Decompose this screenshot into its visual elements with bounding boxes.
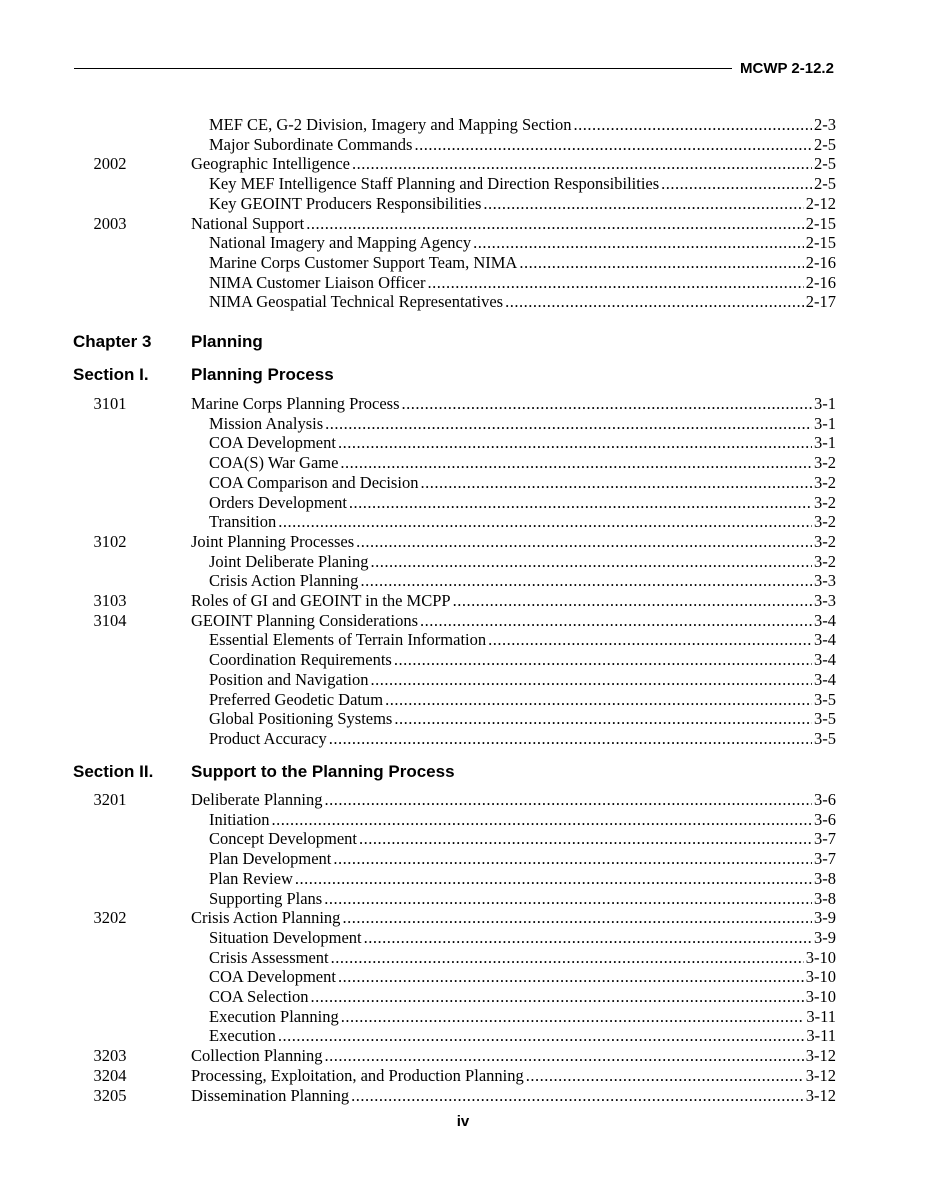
dot-leader — [414, 135, 812, 155]
dot-leader — [526, 1066, 804, 1086]
toc-entry-title: Coordination Requirements — [209, 650, 392, 670]
toc-entry-page: 2-5 — [814, 154, 836, 174]
toc-entry — [0, 273, 926, 293]
toc-entry-page: 3-8 — [814, 868, 836, 888]
toc-entry — [0, 670, 926, 690]
dot-leader — [371, 670, 813, 690]
toc-entry-page: 3-12 — [805, 1085, 836, 1105]
toc-entry — [0, 889, 926, 909]
toc-entry — [0, 194, 926, 214]
toc-entry-page: 3-2 — [814, 551, 836, 571]
toc-entry-page: 3-10 — [805, 947, 836, 967]
dot-leader — [360, 571, 812, 591]
toc-entry-page: 3-1 — [814, 394, 836, 413]
toc-entry-page: 3-6 — [814, 809, 836, 829]
toc-entry-title: Joint Deliberate Planing — [209, 551, 369, 571]
dot-leader — [359, 829, 812, 849]
toc-entry-title: Crisis Action Planning — [191, 908, 341, 928]
header-rule — [74, 68, 732, 69]
toc-entry — [0, 829, 926, 849]
toc-entry-title: COA Selection — [209, 987, 309, 1006]
toc-entry-page: 3-6 — [814, 790, 836, 809]
toc-entry-page: 3-7 — [814, 849, 836, 869]
toc-entry-page: 2-17 — [805, 292, 836, 312]
toc-entry-number: 3201 — [93, 790, 127, 809]
toc-entry — [0, 115, 926, 135]
toc-entry — [0, 135, 926, 155]
toc-entry-number: 3202 — [93, 908, 127, 928]
toc-entry-title: Key GEOINT Producers Responsibilities — [209, 193, 482, 213]
toc-entry-title: Dissemination Planning — [191, 1085, 350, 1105]
toc-entry-page: 2-16 — [805, 252, 836, 272]
toc-entry — [0, 967, 926, 987]
toc-entry-page: 3-5 — [814, 689, 836, 709]
toc-entry — [0, 987, 926, 1007]
dot-leader — [453, 591, 812, 611]
dot-leader — [352, 154, 812, 174]
dot-leader — [278, 512, 812, 532]
toc-entry — [0, 214, 926, 234]
toc-entry — [0, 611, 926, 631]
toc-entry-title: Deliberate Planning — [191, 790, 323, 809]
toc-entry-page: 3-10 — [805, 967, 836, 987]
toc-entry-number: 3204 — [93, 1065, 127, 1085]
toc-entry-title: Essential Elements of Terrain Information — [209, 630, 487, 650]
toc-entry-title: Position and Navigation — [209, 669, 369, 689]
dot-leader — [329, 729, 812, 749]
dot-leader — [341, 1007, 805, 1027]
toc-entry-title: Mission Analysis — [209, 413, 324, 433]
toc-entry-title: Global Positioning Systems — [209, 709, 393, 729]
toc-entry — [0, 174, 926, 194]
dot-leader — [505, 292, 804, 312]
dot-leader — [272, 810, 813, 830]
dot-leader — [338, 433, 812, 453]
toc-entry-title: Product Accuracy — [209, 728, 327, 748]
dot-leader — [333, 849, 812, 869]
toc-entry-page: 2-5 — [814, 134, 836, 154]
toc-entry-page: 2-15 — [805, 213, 836, 233]
page-number: iv — [456, 1113, 470, 1130]
toc-entry-page: 3-8 — [814, 888, 836, 908]
toc-entry-title: Crisis Assessment — [209, 947, 329, 967]
toc-entry — [0, 453, 926, 473]
toc-entry-title: Collection Planning — [191, 1046, 323, 1066]
toc-entry-page: 3-4 — [814, 669, 836, 689]
toc-entry-number: 3101 — [93, 394, 127, 413]
toc-entry-number: 3104 — [93, 610, 127, 630]
toc-entry — [0, 1007, 926, 1027]
toc-entry-page: 3-2 — [814, 492, 836, 512]
toc-entry — [0, 928, 926, 948]
toc-entry-title: Execution — [209, 1026, 276, 1046]
dot-leader — [402, 394, 812, 414]
dot-leader — [519, 253, 803, 273]
toc-entry-page: 3-10 — [805, 987, 836, 1006]
dot-leader — [394, 709, 812, 729]
toc-entry-page: 3-1 — [814, 433, 836, 453]
dot-leader — [356, 532, 812, 552]
toc-entry-title: NIMA Customer Liaison Officer — [209, 272, 426, 292]
toc-entry-page: 3-7 — [814, 829, 836, 849]
dot-leader — [420, 611, 812, 631]
dot-leader — [325, 414, 812, 434]
dot-leader — [483, 194, 803, 214]
toc-entry-title: Marine Corps Planning Process — [191, 394, 400, 413]
toc-entry-title: Transition — [209, 512, 277, 532]
toc-entry-title: Major Subordinate Commands — [209, 134, 413, 154]
toc-entry-number: 3102 — [93, 531, 127, 551]
toc-entry-title: Marine Corps Customer Support Team, NIMA — [209, 252, 518, 272]
toc-entry — [0, 1026, 926, 1046]
toc-entry-page: 3-5 — [814, 709, 836, 729]
toc-entry-title: Geographic Intelligence — [191, 154, 350, 174]
dot-leader — [574, 115, 812, 135]
section-label: Section II. — [73, 762, 154, 781]
dot-leader — [331, 948, 804, 968]
toc-entry-title: NIMA Geospatial Technical Representatives — [209, 292, 504, 312]
dot-leader — [324, 889, 812, 909]
toc-entry — [0, 1086, 926, 1106]
toc-entry — [0, 948, 926, 968]
section-title: Support to the Planning Process — [191, 762, 455, 781]
dot-leader — [349, 493, 812, 513]
dot-leader — [661, 174, 812, 194]
dot-leader — [420, 473, 812, 493]
toc-entry-number: 3103 — [93, 591, 127, 610]
toc-entry-title: Key MEF Intelligence Staff Planning and Direction Responsibilities — [209, 174, 660, 194]
dot-leader — [394, 650, 812, 670]
toc-entry — [0, 810, 926, 830]
toc-entry — [0, 729, 926, 749]
toc-entry — [0, 493, 926, 513]
toc-entry-title: National Imagery and Mapping Agency — [209, 233, 472, 253]
toc-entry-page: 3-4 — [814, 630, 836, 650]
toc-entry — [0, 253, 926, 273]
toc-entry — [0, 473, 926, 493]
toc-entry-page: 3-9 — [814, 927, 836, 947]
toc-entry-page: 2-12 — [805, 193, 836, 213]
toc-entry — [0, 591, 926, 611]
toc-entry-title: Plan Review — [209, 868, 293, 888]
toc-entry-page: 2-16 — [805, 272, 836, 292]
toc-entry-page: 3-2 — [814, 472, 836, 492]
toc-entry-title: Execution Planning — [209, 1006, 339, 1026]
toc-entry — [0, 908, 926, 928]
toc-entry — [0, 849, 926, 869]
toc-entry-title: Roles of GI and GEOINT in the MCPP — [191, 591, 451, 610]
toc-entry — [0, 532, 926, 552]
toc-entry-page: 3-11 — [806, 1026, 836, 1046]
toc-entry — [0, 1046, 926, 1066]
dot-leader — [427, 273, 803, 293]
toc-entry — [0, 869, 926, 889]
toc-entry-page: 2-15 — [805, 233, 836, 253]
toc-entry-title: Orders Development — [209, 492, 347, 512]
toc-entry-number: 3203 — [93, 1046, 127, 1066]
toc-entry-title: COA Development — [209, 967, 336, 987]
toc-entry-page: 3-4 — [814, 610, 836, 630]
toc-entry-number: 3205 — [93, 1085, 127, 1105]
toc-entry — [0, 394, 926, 414]
toc-entry — [0, 1066, 926, 1086]
toc-entry-title: Situation Development — [209, 927, 362, 947]
section-title: Planning Process — [191, 365, 334, 384]
dot-leader — [370, 552, 812, 572]
toc-entry-title: Concept Development — [209, 829, 358, 849]
dot-leader — [385, 690, 812, 710]
toc-entry-page: 3-5 — [814, 728, 836, 748]
section-label: Section I. — [73, 365, 149, 384]
dot-leader — [295, 869, 812, 889]
toc-entry — [0, 630, 926, 650]
toc-entry — [0, 154, 926, 174]
toc-entry — [0, 292, 926, 312]
dot-leader — [338, 967, 804, 987]
toc-entry-title: MEF CE, G-2 Division, Imagery and Mapping Section — [209, 115, 572, 134]
dot-leader — [325, 1046, 804, 1066]
dot-leader — [278, 1026, 804, 1046]
toc-entry-page: 3-2 — [814, 453, 836, 473]
toc-entry-title: Joint Planning Processes — [191, 531, 355, 551]
toc-entry — [0, 233, 926, 253]
toc-entry-title: COA(S) War Game — [209, 453, 339, 473]
toc-entry-title: Preferred Geodetic Datum — [209, 689, 384, 709]
toc-entry-title: Crisis Action Planning — [209, 571, 359, 591]
toc-entry-page: 3-4 — [814, 650, 836, 670]
dot-leader — [325, 790, 812, 810]
toc-entry-page: 3-12 — [805, 1065, 836, 1085]
dot-leader — [473, 233, 804, 253]
toc-entry-page: 3-9 — [814, 908, 836, 928]
chapter-label: Chapter 3 — [73, 332, 152, 351]
toc-entry — [0, 709, 926, 729]
toc-entry — [0, 571, 926, 591]
toc-entry-title: GEOINT Planning Considerations — [191, 610, 419, 630]
toc-entry — [0, 414, 926, 434]
toc-entry — [0, 433, 926, 453]
chapter-title: Planning — [191, 332, 263, 351]
toc-entry — [0, 690, 926, 710]
toc-entry-page: 3-2 — [814, 531, 836, 551]
toc-entry-title: Initiation — [209, 809, 270, 829]
toc-entry-title: COA Comparison and Decision — [209, 472, 419, 492]
dot-leader — [310, 987, 803, 1007]
toc-entry-page: 2-3 — [814, 115, 836, 134]
toc-entry-page: 3-12 — [805, 1046, 836, 1066]
toc-entry-page: 3-3 — [814, 591, 836, 610]
toc-entry — [0, 650, 926, 670]
dot-leader — [364, 928, 812, 948]
toc-entry-title: COA Development — [209, 433, 336, 453]
dot-leader — [351, 1086, 804, 1106]
toc-entry — [0, 790, 926, 810]
header-doc-id: MCWP 2-12.2 — [740, 60, 834, 77]
toc-entry-page: 3-2 — [814, 512, 836, 532]
toc-entry-title: Processing, Exploitation, and Production Planning — [191, 1065, 524, 1085]
toc-entry-page: 3-3 — [814, 571, 836, 591]
toc-entry-number: 2003 — [93, 213, 127, 233]
toc-entry — [0, 512, 926, 532]
toc-entry-title: Supporting Plans — [209, 888, 323, 908]
dot-leader — [306, 214, 804, 234]
dot-leader — [340, 453, 812, 473]
toc-entry-number: 2002 — [93, 154, 127, 174]
toc-entry-title: Plan Development — [209, 849, 332, 869]
toc-entry-page: 2-5 — [814, 174, 836, 194]
toc-entry-page: 3-1 — [814, 413, 836, 433]
toc-entry-title: National Support — [191, 213, 305, 233]
dot-leader — [488, 630, 812, 650]
toc-entry-page: 3-11 — [806, 1006, 836, 1026]
toc-entry — [0, 552, 926, 572]
dot-leader — [342, 908, 812, 928]
